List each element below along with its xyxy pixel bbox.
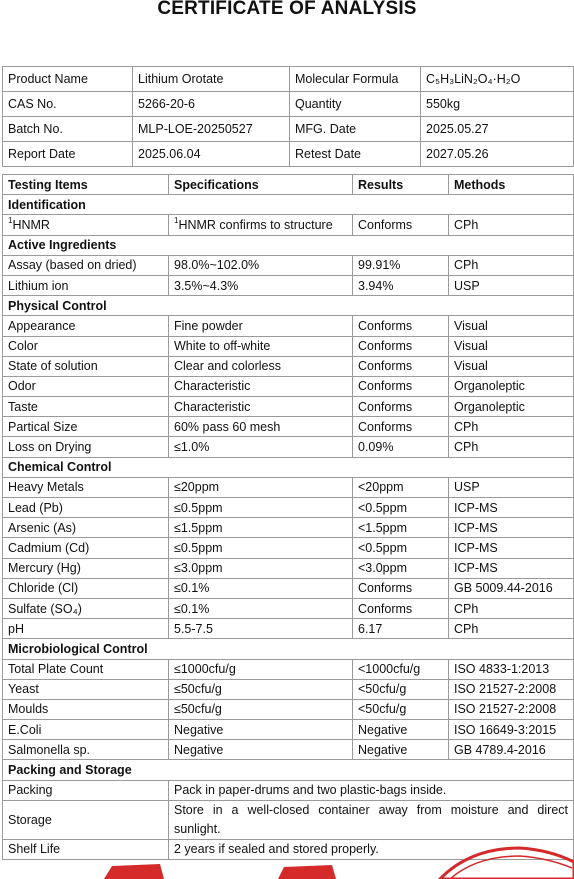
item-cell: Chloride (Cl) [3,578,169,598]
method-cell: CPh [449,619,574,639]
table-header-row [3,175,574,195]
result-cell: Conforms [353,397,449,417]
result-cell: <1.5ppm [353,518,449,538]
result-cell: Negative [353,720,449,740]
description-cell: Store in a well-closed container away from moisture and direct sunlight. [169,800,574,839]
info-value: C₅H₃LiN₂O₄·H₂O [421,67,574,92]
info-label: Molecular Formula [290,67,421,92]
info-label: Batch No. [3,117,133,142]
spec-cell: ≤1.5ppm [169,518,353,538]
table-row [3,679,574,699]
spec-cell: 5.5-7.5 [169,619,353,639]
info-label: Report Date [3,142,133,167]
spec-cell: ≤20ppm [169,477,353,497]
item-cell: Cadmium (Cd) [3,538,169,558]
superscript: 1 [8,215,13,225]
table-row [3,720,574,740]
table-row-packing [3,839,574,859]
item-cell: Assay (based on dried) [3,255,169,275]
method-cell: Visual [449,356,574,376]
table-row-hnmr [3,215,574,235]
item-cell: pH [3,619,169,639]
info-value: 2025.06.04 [133,142,290,167]
red-stamp-left [104,864,164,879]
result-cell: Conforms [353,417,449,437]
info-label: MFG. Date [290,117,421,142]
table-row [3,740,574,760]
method-cell: ICP-MS [449,538,574,558]
method-cell: ISO 4833-1:2013 [449,659,574,679]
table-row-packing [3,800,574,839]
result-cell: Conforms [353,316,449,336]
table-row [3,518,574,538]
method-cell: Visual [449,336,574,356]
result-cell: <0.5ppm [353,538,449,558]
result-cell: Negative [353,740,449,760]
result-cell: 99.91% [353,255,449,275]
table-row-packing [3,780,574,800]
item-cell: Packing [3,780,169,800]
method-cell: Organoleptic [449,376,574,396]
item-cell: Loss on Drying [3,437,169,457]
item-cell: State of solution [3,356,169,376]
table-row [3,659,574,679]
table-row [3,316,574,336]
table-row [3,477,574,497]
method-cell: ICP-MS [449,518,574,538]
method-cell: ISO 21527-2:2008 [449,699,574,719]
spec-cell: ≤50cfu/g [169,679,353,699]
info-label: Product Name [3,67,133,92]
spec-cell [169,215,353,235]
method-cell: CPh [449,255,574,275]
section-row-chemical [3,457,574,477]
item-cell: Moulds [3,699,169,719]
table-row [3,538,574,558]
info-value: MLP-LOE-20250527 [133,117,290,142]
spec-cell: ≤3.0ppm [169,558,353,578]
product-info-table [2,66,574,167]
item-cell [3,215,169,235]
method-cell: CPh [449,598,574,618]
result-cell: Conforms [353,598,449,618]
table-row [3,356,574,376]
info-label: Quantity [290,92,421,117]
spec-cell: 3.5%~4.3% [169,275,353,295]
info-value: Lithium Orotate [133,67,290,92]
spec-cell: ≤50cfu/g [169,699,353,719]
spec-cell: ≤0.5ppm [169,538,353,558]
column-header-result: Results [353,175,449,195]
section-title: Active Ingredients [3,235,574,255]
spec-cell: Negative [169,740,353,760]
result-cell: 0.09% [353,437,449,457]
spec-cell: Clear and colorless [169,356,353,376]
table-row [3,336,574,356]
method-cell: ISO 16649-3:2015 [449,720,574,740]
item-cell: Lithium ion [3,275,169,295]
section-title: Packing and Storage [3,760,574,780]
result-cell: 6.17 [353,619,449,639]
table-row [3,275,574,295]
section-row-packing_storage [3,760,574,780]
spec-cell: ≤0.1% [169,578,353,598]
column-header-spec: Specifications [169,175,353,195]
item-cell: Partical Size [3,417,169,437]
table-row [3,255,574,275]
method-cell: ICP-MS [449,558,574,578]
result-cell: <0.5ppm [353,498,449,518]
method-cell: USP [449,477,574,497]
section-row-micro [3,639,574,659]
table-row [3,397,574,417]
result-cell: Conforms [353,215,449,235]
spec-text: HNMR confirms to structure [178,217,333,232]
method-cell: USP [449,275,574,295]
result-cell: <20ppm [353,477,449,497]
result-cell: Conforms [353,336,449,356]
table-row [3,558,574,578]
red-stamp-middle [278,865,336,879]
section-title: Chemical Control [3,457,574,477]
item-cell: E.Coli [3,720,169,740]
section-row-identification [3,195,574,215]
table-row [3,699,574,719]
info-row [3,117,574,142]
item-cell: Salmonella sp. [3,740,169,760]
item-cell: Mercury (Hg) [3,558,169,578]
item-cell: Color [3,336,169,356]
document-title: CERTIFICATE OF ANALYSIS [157,0,417,19]
column-header-method: Methods [449,175,574,195]
item-cell: Arsenic (As) [3,518,169,538]
column-header-item: Testing Items [3,175,169,195]
info-row [3,92,574,117]
test-results-table [2,174,574,860]
spec-cell: ≤1000cfu/g [169,659,353,679]
item-cell: Appearance [3,316,169,336]
item-cell: Total Plate Count [3,659,169,679]
table-row [3,437,574,457]
table-row [3,417,574,437]
method-cell: CPh [449,417,574,437]
method-cell: GB 4789.4-2016 [449,740,574,760]
method-cell: ISO 21527-2:2008 [449,679,574,699]
table-row [3,498,574,518]
result-cell: <50cfu/g [353,699,449,719]
section-row-physical [3,296,574,316]
spec-cell: White to off-white [169,336,353,356]
spec-cell: Characteristic [169,376,353,396]
item-cell: Heavy Metals [3,477,169,497]
table-row [3,619,574,639]
item-cell: Yeast [3,679,169,699]
spec-cell: 60% pass 60 mesh [169,417,353,437]
spec-cell: 98.0%~102.0% [169,255,353,275]
info-value: 550kg [421,92,574,117]
method-cell: Visual [449,316,574,336]
spec-cell: ≤0.5ppm [169,498,353,518]
spec-cell: ≤1.0% [169,437,353,457]
item-cell: Odor [3,376,169,396]
result-cell: Conforms [353,376,449,396]
section-title: Identification [3,195,574,215]
item-cell: Shelf Life [3,839,169,859]
info-label: Retest Date [290,142,421,167]
superscript: 1 [174,215,179,225]
method-cell: Organoleptic [449,397,574,417]
table-row [3,598,574,618]
result-cell: <50cfu/g [353,679,449,699]
result-cell: Conforms [353,356,449,376]
result-cell: <3.0ppm [353,558,449,578]
spec-cell: Characteristic [169,397,353,417]
section-row-active [3,235,574,255]
info-row [3,142,574,167]
info-label: CAS No. [3,92,133,117]
section-title: Physical Control [3,296,574,316]
result-cell: <1000cfu/g [353,659,449,679]
item-text: HNMR [12,217,50,232]
info-value: 2027.05.26 [421,142,574,167]
info-value: 5266-20-6 [133,92,290,117]
result-cell: 3.94% [353,275,449,295]
description-cell: 2 years if sealed and stored properly. [169,839,574,859]
info-row [3,67,574,92]
method-cell: CPh [449,215,574,235]
result-cell: Conforms [353,578,449,598]
spec-cell: Negative [169,720,353,740]
spec-cell: ≤0.1% [169,598,353,618]
item-cell: Lead (Pb) [3,498,169,518]
item-cell: Storage [3,800,169,839]
section-title: Microbiological Control [3,639,574,659]
method-cell: CPh [449,437,574,457]
spec-cell: Fine powder [169,316,353,336]
method-cell: GB 5009.44-2016 [449,578,574,598]
table-row [3,376,574,396]
info-value: 2025.05.27 [421,117,574,142]
table-row [3,578,574,598]
item-cell: Sulfate (SO₄) [3,598,169,618]
method-cell: ICP-MS [449,498,574,518]
item-cell: Taste [3,397,169,417]
description-cell: Pack in paper-drums and two plastic-bags inside. [169,780,574,800]
